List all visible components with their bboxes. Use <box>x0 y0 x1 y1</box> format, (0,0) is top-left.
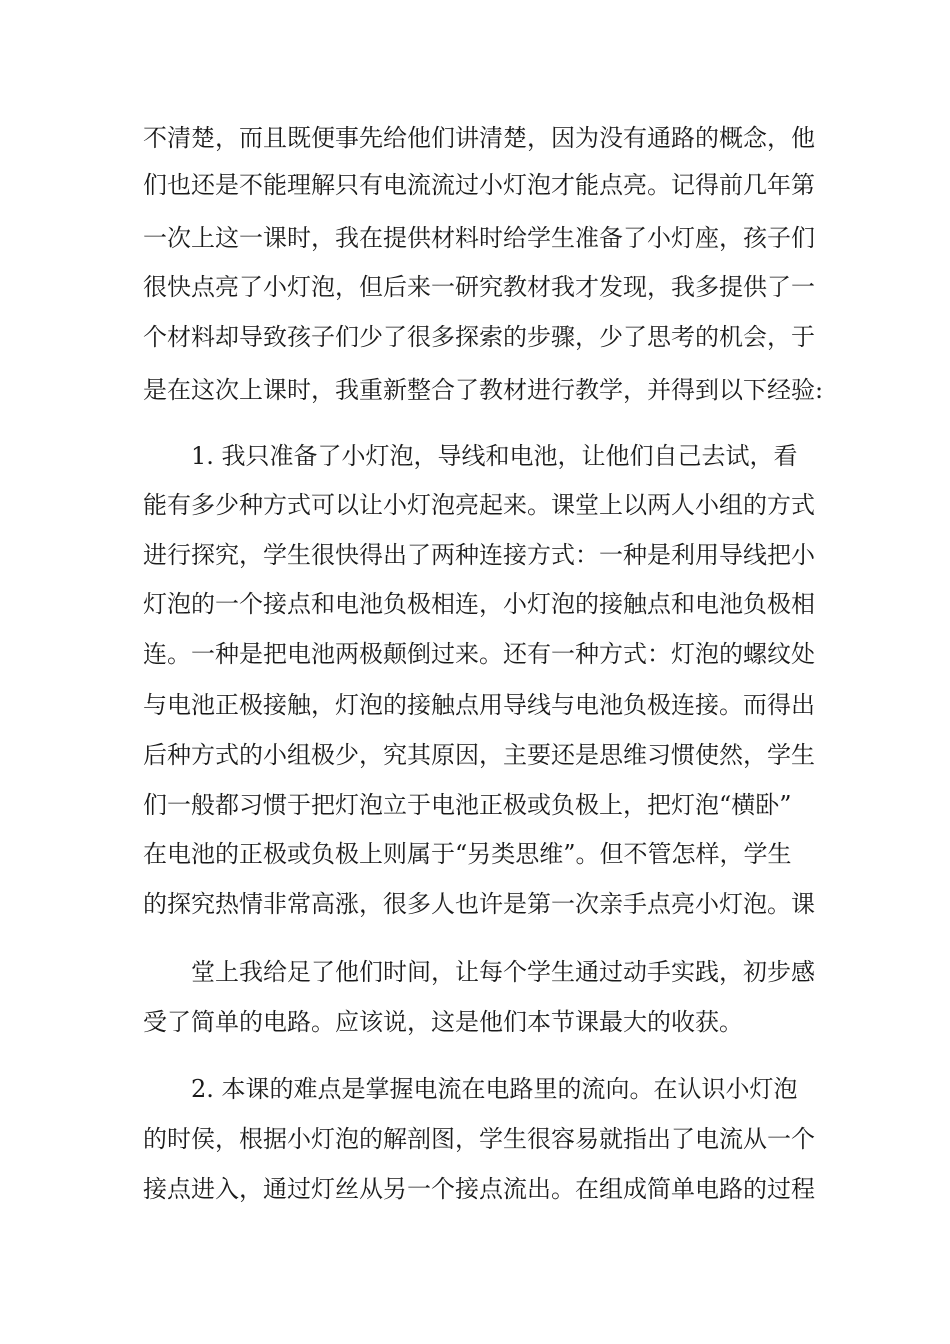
text-line: 是在这次上课时，我重新整合了教材进行教学，并得到以下经验: <box>143 376 824 404</box>
text-line: 能有多少种方式可以让小灯泡亮起来。课堂上以两人小组的方式 <box>143 491 815 519</box>
text-line: 后种方式的小组极少，究其原因，主要还是思维习惯使然，学生 <box>143 741 815 769</box>
text-line: 与电池正极接触，灯泡的接触点用导线与电池负极连接。而得出 <box>143 691 815 719</box>
text-line: 连。一种是把电池两极颠倒过来。还有一种方式：灯泡的螺纹处 <box>143 640 815 668</box>
text-line: 2. 本课的难点是掌握电流在电路里的流向。在认识小灯泡 <box>191 1075 798 1103</box>
text-line: 受了简单的电路。应该说，这是他们本节课最大的收获。 <box>143 1008 743 1036</box>
text-line: 的时侯，根据小灯泡的解剖图，学生很容易就指出了电流从一个 <box>143 1125 815 1153</box>
text-line: 一次上这一课时，我在提供材料时给学生准备了小灯座，孩子们 <box>143 224 815 252</box>
text-line: 堂上我给足了他们时间，让每个学生通过动手实践，初步感 <box>191 958 815 986</box>
text-line: 在电池的正极或负极上则属于“另类思维”。但不管怎样，学生 <box>143 840 792 868</box>
text-line: 进行探究，学生很快得出了两种连接方式：一种是利用导线把小 <box>143 541 815 569</box>
text-line: 1. 我只准备了小灯泡，导线和电池，让他们自己去试，看 <box>191 442 798 470</box>
text-line: 们也还是不能理解只有电流流过小灯泡才能点亮。记得前几年第 <box>143 171 815 199</box>
text-line: 不清楚，而且既便事先给他们讲清楚，因为没有通路的概念，他 <box>143 124 815 152</box>
text-line: 很快点亮了小灯泡，但后来一研究教材我才发现，我多提供了一 <box>143 273 815 301</box>
text-line: 个材料却导致孩子们少了很多探索的步骤，少了思考的机会，于 <box>143 323 815 351</box>
text-line: 灯泡的一个接点和电池负极相连，小灯泡的接触点和电池负极相 <box>143 590 815 618</box>
text-line: 的探究热情非常高涨，很多人也许是第一次亲手点亮小灯泡。课 <box>143 890 815 918</box>
text-line: 们一般都习惯于把灯泡立于电池正极或负极上，把灯泡“横卧” <box>143 791 792 819</box>
text-line: 接点进入，通过灯丝从另一个接点流出。在组成简单电路的过程 <box>143 1175 815 1203</box>
